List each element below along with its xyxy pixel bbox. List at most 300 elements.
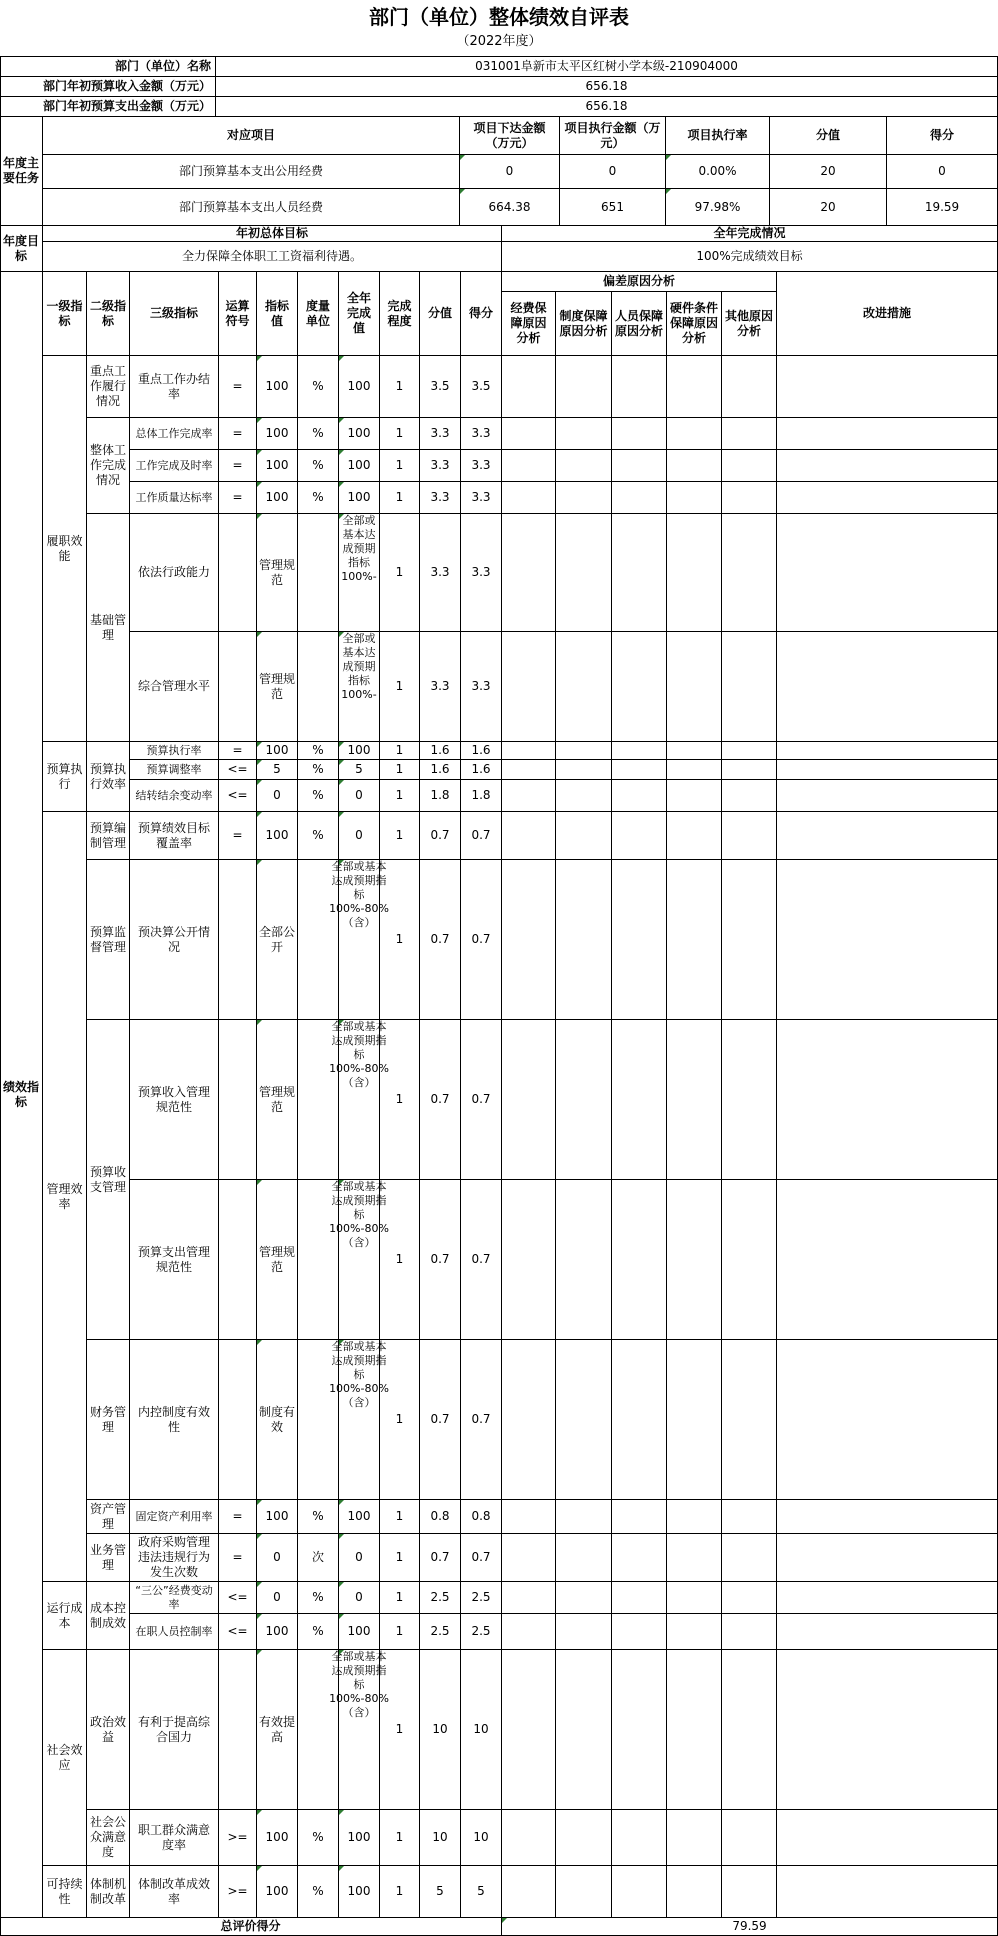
indicator-degree: 1 — [380, 1650, 420, 1810]
unit-header: 度量单位 — [298, 272, 339, 356]
improvement-cell — [777, 514, 998, 632]
dev_staff-header: 人员保障原因分析 — [612, 292, 667, 356]
deviation-cell — [612, 1866, 667, 1918]
indicator-target: 0 — [257, 780, 298, 812]
deviation-cell — [722, 418, 777, 450]
indicator-target: 管理规范 — [257, 1180, 298, 1340]
level2-group: 预算监督管理 — [87, 860, 130, 1020]
cell-note-marker-icon — [339, 356, 344, 361]
deviation-cell — [722, 514, 777, 632]
deviation-cell — [722, 1810, 777, 1866]
indicator-op — [219, 1180, 257, 1340]
indicator-score: 3.5 — [461, 356, 502, 418]
initial-goal-text: 全力保障全体职工工资福利待遇。 — [43, 242, 502, 272]
indicator-name: 预算调整率 — [130, 760, 219, 780]
executed-header: 项目执行金额（万元） — [560, 117, 666, 155]
deviation-cell — [722, 742, 777, 760]
indicator-name: 在职人员控制率 — [130, 1614, 219, 1650]
cell-note-marker-icon — [339, 482, 344, 487]
cell-note-marker-icon — [257, 1810, 262, 1815]
indicator-actual: 0 — [339, 1534, 380, 1582]
deviation-cell — [502, 1650, 556, 1810]
tasks-section-label: 年度主要任务 — [0, 117, 43, 226]
indicator-actual: 100 — [339, 1810, 380, 1866]
deviation-cell — [502, 514, 556, 632]
task-row-score: 19.59 — [887, 189, 998, 226]
indicator-target: 全部公开 — [257, 860, 298, 1020]
cell-note-marker-icon — [460, 189, 465, 194]
indicator-value: 3.5 — [420, 356, 461, 418]
indicator-score: 1.6 — [461, 760, 502, 780]
indicator-unit: % — [298, 356, 339, 418]
deviation-cell — [502, 418, 556, 450]
deviation-cell — [667, 860, 722, 1020]
task-row-executed: 651 — [560, 189, 666, 226]
indicator-degree: 1 — [380, 1534, 420, 1582]
improvement-cell — [777, 742, 998, 760]
deviation-cell — [612, 1500, 667, 1534]
indicator-value: 0.8 — [420, 1500, 461, 1534]
indicator-degree: 1 — [380, 860, 420, 1020]
income-label: 部门年初预算收入金额（万元） — [0, 77, 216, 97]
indicator-target: 100 — [257, 742, 298, 760]
expense-value: 656.18 — [216, 97, 998, 117]
improvement-cell — [777, 760, 998, 780]
cell-note-marker-icon — [339, 1500, 344, 1505]
task-row-allocated: 664.38 — [460, 189, 560, 226]
indicator-op — [219, 514, 257, 632]
deviation-cell — [556, 780, 612, 812]
indicator-unit: % — [298, 1500, 339, 1534]
indicator-degree: 1 — [380, 1582, 420, 1614]
deviation-cell — [502, 860, 556, 1020]
improvement-cell — [777, 1866, 998, 1918]
deviation-cell — [722, 1500, 777, 1534]
deviation-cell — [556, 450, 612, 482]
indicator-actual: 0 — [339, 812, 380, 860]
cell-note-marker-icon — [339, 812, 344, 817]
deviation-cell — [502, 632, 556, 742]
cell-note-marker-icon — [339, 1614, 344, 1619]
indicator-name: 总体工作完成率 — [130, 418, 219, 450]
task-row-item: 部门预算基本支出人员经费 — [43, 189, 460, 226]
indicator-actual: 0 — [339, 780, 380, 812]
deviation-cell — [502, 1500, 556, 1534]
indicator-op: = — [219, 1534, 257, 1582]
indicator-degree: 1 — [380, 1180, 420, 1340]
indicator-value: 10 — [420, 1650, 461, 1810]
indicator-degree: 1 — [380, 780, 420, 812]
deviation-cell — [502, 1614, 556, 1650]
indicator-value: 3.3 — [420, 418, 461, 450]
task-row-rate: 0.00% — [666, 155, 770, 189]
cell-note-marker-icon — [257, 1866, 262, 1871]
indicator-degree: 1 — [380, 1810, 420, 1866]
deviation-cell — [612, 1534, 667, 1582]
deviation-cell — [722, 1582, 777, 1614]
indicator-unit: % — [298, 482, 339, 514]
deviation-cell — [612, 860, 667, 1020]
indicator-score: 5 — [461, 1866, 502, 1918]
deviation-cell — [667, 514, 722, 632]
dev_system-header: 制度保障原因分析 — [556, 292, 612, 356]
indicator-score: 2.5 — [461, 1582, 502, 1614]
indicator-unit: 次 — [298, 1534, 339, 1582]
indicator-op: = — [219, 812, 257, 860]
deviation-cell — [556, 860, 612, 1020]
indicator-degree: 1 — [380, 1500, 420, 1534]
indicator-score: 3.3 — [461, 514, 502, 632]
cell-note-marker-icon — [339, 632, 344, 637]
indicator-name: 有利于提高综合国力 — [130, 1650, 219, 1810]
improvement-cell — [777, 1180, 998, 1340]
cell-note-marker-icon — [339, 1180, 344, 1185]
deviation-cell — [502, 450, 556, 482]
improvement-cell — [777, 418, 998, 450]
cell-note-marker-icon — [257, 356, 262, 361]
deviation-cell — [612, 1180, 667, 1340]
indicator-target: 0 — [257, 1534, 298, 1582]
improvement-cell — [777, 1340, 998, 1500]
deviation-cell — [667, 1614, 722, 1650]
deviation-cell — [722, 780, 777, 812]
level2-group: 预算执行效率 — [87, 742, 130, 812]
score-header: 得分 — [887, 117, 998, 155]
cell-note-marker-icon — [339, 514, 344, 519]
allocated-header: 项目下达金额（万元） — [460, 117, 560, 155]
cell-note-marker-icon — [257, 760, 262, 765]
deviation-cell — [556, 1582, 612, 1614]
indicator-score: 1.8 — [461, 780, 502, 812]
indicator-target: 0 — [257, 1582, 298, 1614]
indicator-actual: 100 — [339, 1500, 380, 1534]
indicator-op: = — [219, 418, 257, 450]
indicator-name: 职工群众满意度率 — [130, 1810, 219, 1866]
indicator-name: 预算执行率 — [130, 742, 219, 760]
cell-note-marker-icon — [339, 1866, 344, 1871]
deviation-cell — [722, 482, 777, 514]
deviation-cell — [667, 1500, 722, 1534]
indicator-unit: % — [298, 450, 339, 482]
indicator-score: 0.7 — [461, 1340, 502, 1500]
level2-group: 成本控制成效 — [87, 1582, 130, 1650]
cell-note-marker-icon — [339, 418, 344, 423]
level2-group: 体制机制改革 — [87, 1866, 130, 1918]
expense-label: 部门年初预算支出金额（万元） — [0, 97, 216, 117]
level2-group: 重点工作履行情况 — [87, 356, 130, 418]
improvement-cell — [777, 1810, 998, 1866]
indicator-target: 管理规范 — [257, 632, 298, 742]
indicator-degree: 1 — [380, 1020, 420, 1180]
indicator-op — [219, 1020, 257, 1180]
indicator-value: 5 — [420, 1866, 461, 1918]
indicator-actual: 100 — [339, 418, 380, 450]
indicator-op: = — [219, 356, 257, 418]
indicator-degree: 1 — [380, 418, 420, 450]
indicator-degree: 1 — [380, 760, 420, 780]
indicator-unit: % — [298, 812, 339, 860]
indicator-degree: 1 — [380, 742, 420, 760]
deviation-cell — [502, 356, 556, 418]
indicator-unit: % — [298, 742, 339, 760]
level1-group: 社会效应 — [43, 1650, 87, 1866]
deviation-cell — [722, 760, 777, 780]
indicator-unit — [298, 514, 339, 632]
indicator-target: 100 — [257, 450, 298, 482]
cell-note-marker-icon — [339, 1020, 344, 1025]
deviation-cell — [556, 1020, 612, 1180]
cell-note-marker-icon — [339, 1582, 344, 1587]
cell-note-marker-icon — [257, 632, 262, 637]
deviation-cell — [556, 632, 612, 742]
indicator-actual: 100 — [339, 356, 380, 418]
indicator-name: 综合管理水平 — [130, 632, 219, 742]
indicator-unit: % — [298, 1614, 339, 1650]
deviation-cell — [667, 418, 722, 450]
deviation-cell — [667, 812, 722, 860]
deviation-cell — [556, 356, 612, 418]
indicator-unit: % — [298, 1866, 339, 1918]
task-item-header: 对应项目 — [43, 117, 460, 155]
deviation-cell — [556, 1866, 612, 1918]
indicator-target: 100 — [257, 418, 298, 450]
task-row-item: 部门预算基本支出公用经费 — [43, 155, 460, 189]
level2-group: 整体工作完成情况 — [87, 418, 130, 514]
deviation-cell — [502, 760, 556, 780]
deviation-cell — [612, 1340, 667, 1500]
indicator-actual: 100 — [339, 1614, 380, 1650]
deviation-cell — [722, 632, 777, 742]
deviation-cell — [667, 1020, 722, 1180]
cell-note-marker-icon — [257, 742, 262, 747]
level2-group: 财务管理 — [87, 1340, 130, 1500]
dev_funding-header: 经费保障原因分析 — [502, 292, 556, 356]
indicator-op: <= — [219, 780, 257, 812]
deviation-cell — [556, 1500, 612, 1534]
indicator-actual: 全部或基本达成预期指标100%- — [339, 632, 380, 742]
indicator-actual: 100 — [339, 482, 380, 514]
indicator-actual: 5 — [339, 760, 380, 780]
deviation-cell — [556, 1650, 612, 1810]
indicator-op: >= — [219, 1866, 257, 1918]
cell-note-marker-icon — [339, 1340, 344, 1345]
indicator-score: 0.7 — [461, 1534, 502, 1582]
cell-note-marker-icon — [257, 418, 262, 423]
indicator-unit: % — [298, 760, 339, 780]
cell-note-marker-icon — [666, 189, 671, 194]
deviation-cell — [722, 356, 777, 418]
cell-note-marker-icon — [339, 450, 344, 455]
indicator-value: 0.7 — [420, 1534, 461, 1582]
deviation-cell — [556, 812, 612, 860]
indicator-op: = — [219, 1500, 257, 1534]
indicator-degree: 1 — [380, 1866, 420, 1918]
indicator-score: 0.7 — [461, 812, 502, 860]
indicator-op: <= — [219, 1582, 257, 1614]
deviation-cell — [556, 1810, 612, 1866]
deviation-cell — [502, 1020, 556, 1180]
score-value-header: 分值 — [770, 117, 887, 155]
indicator-op — [219, 632, 257, 742]
cell-note-marker-icon — [257, 1020, 262, 1025]
indicator-name: 固定资产利用率 — [130, 1500, 219, 1534]
deviation-cell — [502, 812, 556, 860]
indicator-score: 3.3 — [461, 418, 502, 450]
indicator-value: 1.6 — [420, 742, 461, 760]
indicator-op: = — [219, 450, 257, 482]
indicator-op: = — [219, 482, 257, 514]
degree-header: 完成程度 — [380, 272, 420, 356]
cell-note-marker-icon — [257, 482, 262, 487]
indicator-degree: 1 — [380, 1340, 420, 1500]
cell-note-marker-icon — [257, 1340, 262, 1345]
improvement-cell — [777, 632, 998, 742]
indicator-degree: 1 — [380, 812, 420, 860]
improvement-cell — [777, 1650, 998, 1810]
self-evaluation-table — [0, 56, 998, 1936]
indicator-name: 工作质量达标率 — [130, 482, 219, 514]
improvement-cell — [777, 1582, 998, 1614]
indicator-target: 100 — [257, 1614, 298, 1650]
dept-name-label: 部门（单位）名称 — [0, 56, 216, 77]
indicator-actual: 100 — [339, 1866, 380, 1918]
deviation-cell — [612, 1582, 667, 1614]
indicator-unit: % — [298, 1582, 339, 1614]
level3-header: 三级指标 — [130, 272, 219, 356]
indicator-value: 0.7 — [420, 860, 461, 1020]
task-row-rate: 97.98% — [666, 189, 770, 226]
deviation-cell — [667, 780, 722, 812]
level2-group: 预算编制管理 — [87, 812, 130, 860]
cell-note-marker-icon — [666, 155, 671, 160]
cell-note-marker-icon — [257, 514, 262, 519]
deviation-cell — [612, 780, 667, 812]
cell-note-marker-icon — [339, 1650, 344, 1655]
cell-note-marker-icon — [257, 1614, 262, 1619]
cell-note-marker-icon — [339, 760, 344, 765]
indicator-value: 1.8 — [420, 780, 461, 812]
indicator-score: 1.6 — [461, 742, 502, 760]
indicator-score: 10 — [461, 1650, 502, 1810]
deviation-cell — [502, 1810, 556, 1866]
actual-header: 全年完成值 — [339, 272, 380, 356]
deviation-cell — [502, 1534, 556, 1582]
dev_hardware-header: 硬件条件保障原因分析 — [667, 292, 722, 356]
deviation-cell — [556, 418, 612, 450]
deviation-cell — [556, 1180, 612, 1340]
total-score-label: 总评价得分 — [0, 1918, 502, 1936]
indicator-value: 3.3 — [420, 514, 461, 632]
cell-note-marker-icon — [257, 812, 262, 817]
indicator-score: 0.7 — [461, 1020, 502, 1180]
indicator-degree: 1 — [380, 632, 420, 742]
initial-goal-header: 年初总体目标 — [43, 226, 502, 242]
cell-note-marker-icon — [257, 1582, 262, 1587]
indicator-degree: 1 — [380, 514, 420, 632]
deviation-cell — [667, 450, 722, 482]
indicator-target: 100 — [257, 482, 298, 514]
indicator-op: <= — [219, 1614, 257, 1650]
indicator-actual: 全部或基本达成预期指标100%-80%（含） — [339, 1650, 380, 1810]
level2-group: 社会公众满意度 — [87, 1810, 130, 1866]
indicator-target: 制度有效 — [257, 1340, 298, 1500]
deviation-cell — [502, 1582, 556, 1614]
task-row-allocated: 0 — [460, 155, 560, 189]
deviation-cell — [667, 632, 722, 742]
score_value-header: 分值 — [420, 272, 461, 356]
indicator-value: 0.7 — [420, 1340, 461, 1500]
indicator-score: 10 — [461, 1810, 502, 1866]
indicator-name: 结转结余变动率 — [130, 780, 219, 812]
indicator-name: 政府采购管理违法违规行为发生次数 — [130, 1534, 219, 1582]
indicator-target: 5 — [257, 760, 298, 780]
level2-group: 政治效益 — [87, 1650, 130, 1810]
deviation-cell — [612, 418, 667, 450]
deviation-cell — [556, 1340, 612, 1500]
indicator-score: 3.3 — [461, 632, 502, 742]
improvement-cell — [777, 812, 998, 860]
deviation-cell — [612, 1810, 667, 1866]
deviation-cell — [612, 632, 667, 742]
indicator-target: 100 — [257, 356, 298, 418]
cell-note-marker-icon — [257, 860, 262, 865]
score-header: 得分 — [461, 272, 502, 356]
completion-text: 100%完成绩效目标 — [502, 242, 998, 272]
indicator-value: 3.3 — [420, 632, 461, 742]
deviation-cell — [612, 514, 667, 632]
deviation-cell — [667, 1582, 722, 1614]
indicator-op — [219, 860, 257, 1020]
deviation-cell — [667, 1180, 722, 1340]
task-row-executed: 0 — [560, 155, 666, 189]
indicator-value: 2.5 — [420, 1582, 461, 1614]
indicator-name: 重点工作办结率 — [130, 356, 219, 418]
cell-note-marker-icon — [257, 1500, 262, 1505]
deviation-cell — [612, 1614, 667, 1650]
improvement-cell — [777, 780, 998, 812]
operator-header: 运算符号 — [219, 272, 257, 356]
indicator-name: 工作完成及时率 — [130, 450, 219, 482]
cell-note-marker-icon — [257, 1534, 262, 1539]
cell-note-marker-icon — [502, 1918, 507, 1923]
indicator-op: = — [219, 742, 257, 760]
indicator-target: 管理规范 — [257, 1020, 298, 1180]
indicator-target: 100 — [257, 1866, 298, 1918]
level2-header: 二级指标 — [87, 272, 130, 356]
deviation-cell — [612, 742, 667, 760]
indicator-target: 100 — [257, 1500, 298, 1534]
indicator-op: >= — [219, 1810, 257, 1866]
indicator-score: 0.8 — [461, 1500, 502, 1534]
level1-group: 运行成本 — [43, 1582, 87, 1650]
level1-group: 管理效率 — [43, 812, 87, 1582]
indicator-name: 预算支出管理规范性 — [130, 1180, 219, 1340]
indicator-actual: 全部或基本达成预期指标100%-80%（含） — [339, 860, 380, 1020]
form-title: 部门（单位）整体绩效自评表 — [369, 5, 629, 29]
deviation-cell — [556, 760, 612, 780]
indicator-score: 0.7 — [461, 860, 502, 1020]
deviation-cell — [502, 742, 556, 760]
indicator-value: 3.3 — [420, 482, 461, 514]
deviation-cell — [612, 1020, 667, 1180]
indicator-target: 100 — [257, 1810, 298, 1866]
indicator-unit — [298, 632, 339, 742]
completion-header: 全年完成情况 — [502, 226, 998, 242]
cell-note-marker-icon — [257, 450, 262, 455]
indicator-degree: 1 — [380, 482, 420, 514]
level1-group: 履职效能 — [43, 356, 87, 742]
deviation-cell — [612, 1650, 667, 1810]
